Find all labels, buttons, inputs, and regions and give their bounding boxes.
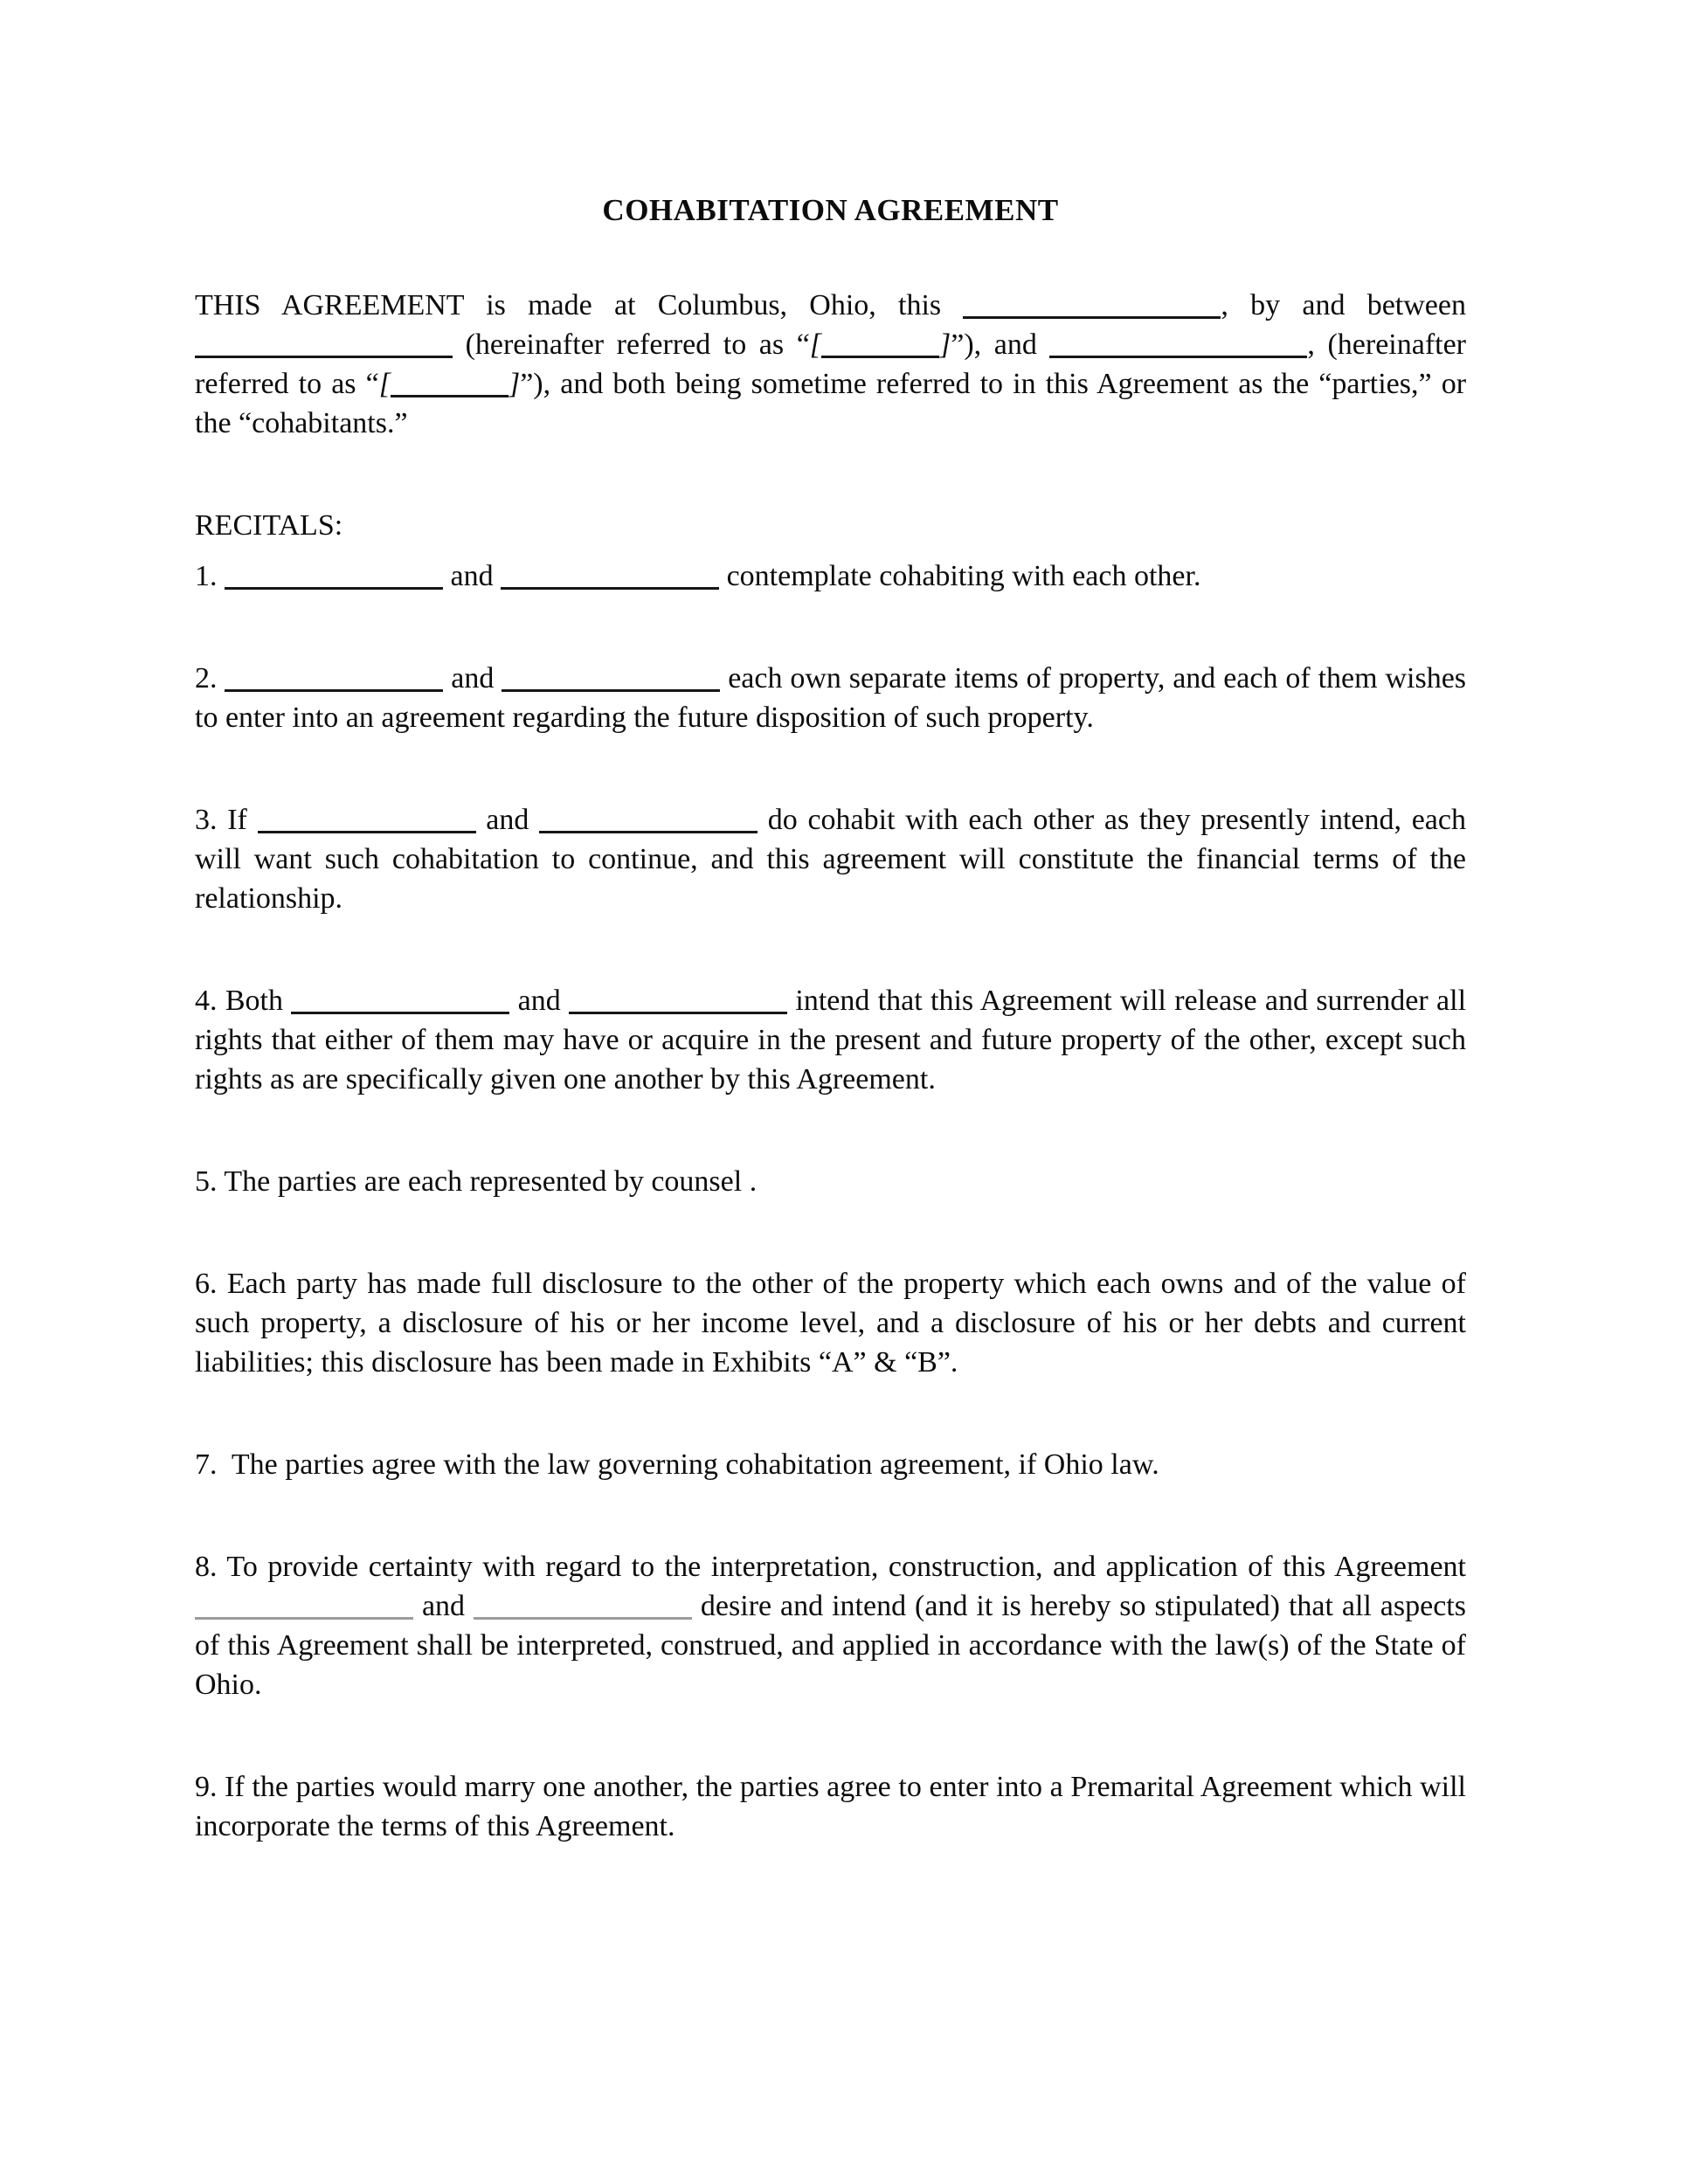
fill-in-blank xyxy=(391,367,508,397)
fill-in-blank xyxy=(501,559,719,590)
bracket-glyph: ] xyxy=(939,328,951,361)
fill-in-blank xyxy=(821,328,939,358)
recital-4: 4. Both and intend that this Agreement will release and surrender all rights that either of them may have or acquire in the present and future property of the other, except such rights as are specifically given one another by this Agreement. xyxy=(195,985,1467,1095)
recital-2: 2. and each own separate items of property, and each of them wishes to enter into an agreement regarding the future disposition of such property. xyxy=(195,662,1467,734)
fill-in-blank xyxy=(225,559,443,590)
fill-in-blank xyxy=(539,803,758,833)
recital-7: 7. The parties agree with the law governing cohabitation agreement, if Ohio law. xyxy=(195,1448,1159,1481)
fill-in-blank xyxy=(502,661,720,692)
fill-in-blank xyxy=(474,1589,692,1620)
bracket-glyph: [ xyxy=(378,368,391,400)
recitals-heading: RECITALS: xyxy=(195,509,343,542)
recital-8: 8. To provide certainty with regard to the interpretation, construction, and application of this Agreement and desire and intend (and it is hereby so stipulated) that all aspects of this Agreement shall be interpreted, construed, and applied in accordance with the law(s) of the State of Ohio. xyxy=(195,1551,1466,1701)
fill-in-blank xyxy=(1049,328,1307,358)
fill-in-blank xyxy=(195,1589,413,1620)
intro-paragraph: THIS AGREEMENT is made at Columbus, Ohio, this , by and between (hereinafter referred to as “[ ]”), and , (hereinafter referred to as “[ ]”), and both being sometime referred to in this Agreement as the “parties,” or the “cohabitants.” xyxy=(195,289,1467,439)
recital-3: 3. If and do cohabit with each other as they presently intend, each will want such cohabitation to continue, and this agreement will constitute the financial terms of the relationship. xyxy=(195,804,1466,915)
fill-in-blank xyxy=(195,328,453,358)
fill-in-blank xyxy=(258,803,476,833)
recital-5: 5. The parties are each represented by counsel . xyxy=(195,1165,758,1198)
fill-in-blank xyxy=(569,984,787,1014)
fill-in-blank xyxy=(963,288,1221,319)
recital-1: 1. and contemplate cohabiting with each other. xyxy=(195,560,1201,592)
recital-6: 6. Each party has made full disclosure to the other of the property which each owns and of the value of such property, a disclosure of his or her income level, and a disclosure of his or her debts and current liabilities; this disclosure has been made in Exhibits “A” & “B”. xyxy=(195,1268,1466,1379)
recital-9: 9. If the parties would marry one another, the parties agree to enter into a Premarital Agreement which will incorporate the terms of this Agreement. xyxy=(195,1771,1466,1842)
fill-in-blank xyxy=(291,984,509,1014)
document-title: COHABITATION AGREEMENT xyxy=(602,193,1059,227)
fill-in-blank xyxy=(225,661,443,692)
bracket-glyph: [ xyxy=(809,328,822,361)
document-content xyxy=(195,0,1466,1909)
bracket-glyph: ] xyxy=(508,368,521,400)
